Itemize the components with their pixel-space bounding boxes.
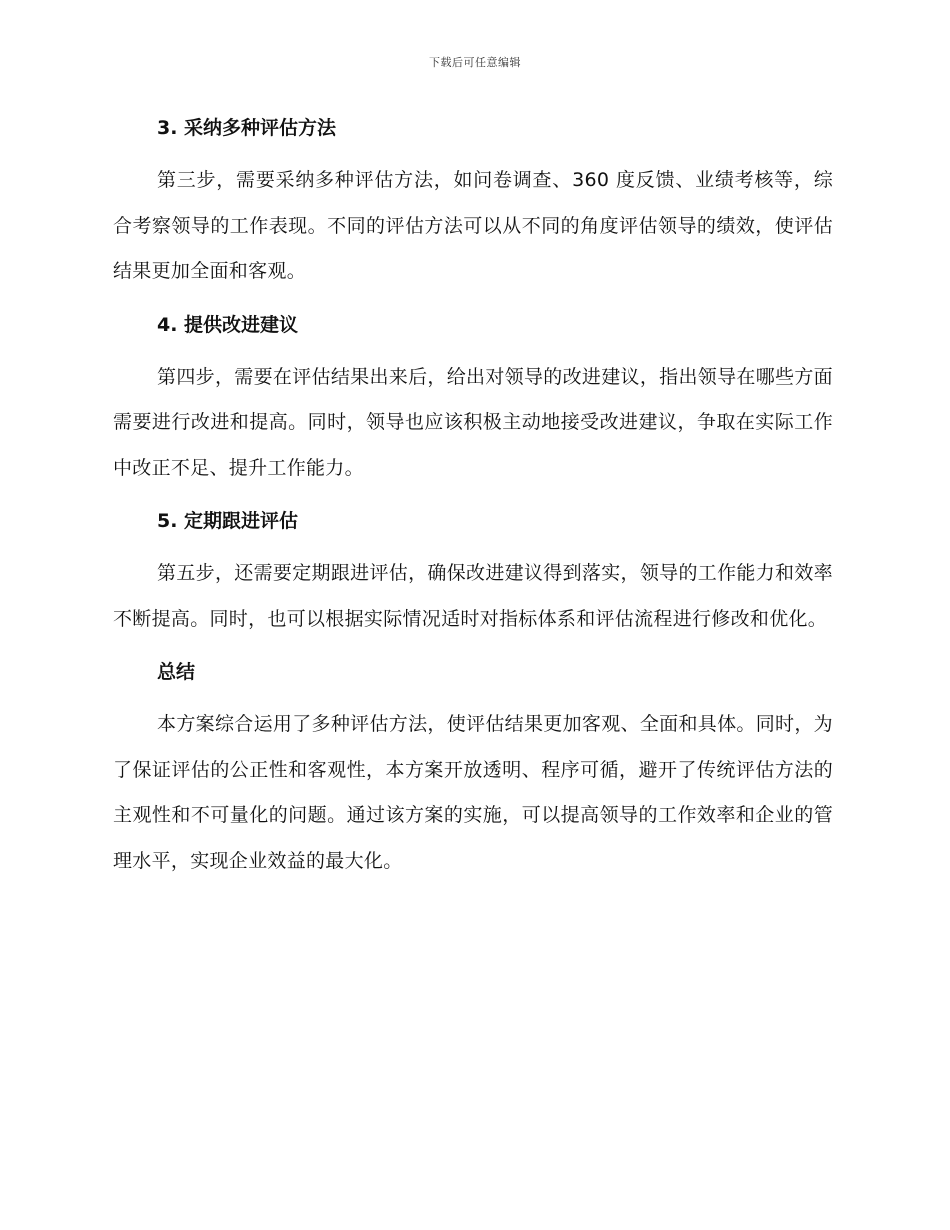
- section-heading: 3. 采纳多种评估方法: [157, 117, 337, 139]
- section-5: [113, 503, 833, 642]
- page-header: 下载后可任意编辑: [429, 56, 521, 69]
- section-heading: 4. 提供改进建议: [157, 313, 299, 336]
- section-paragraph: 第五步，还需要定期跟进评估，确保改进建议得到落实，领导的工作能力和效率不断提高。同时，也可以根据实际情况适时对指标体系和评估流程进行修改和优化。: [113, 562, 833, 630]
- section-heading: 总结: [157, 661, 196, 683]
- section-paragraph: 本方案综合运用了多种评估方法，使评估结果更加客观、全面和具体。同时，为了保证评估的公正性和客观性，本方案开放透明、程序可循，避开了传统评估方法的主观性和不可量化的问题。通过该方案的实施，可以提高领导的工作效率和企业的管理水平，实现企业效益的最大化。: [113, 713, 833, 872]
- section-3: [113, 110, 833, 295]
- section-heading: 5. 定期跟进评估: [157, 510, 299, 532]
- section-paragraph: 第三步，需要采纳多种评估方法，如问卷调查、360 度反馈、业绩考核等，综合考察领导的工作表现。不同的评估方法可以从不同的角度评估领导的绩效，使评估结果更加全面和客观。: [113, 169, 833, 282]
- section-summary: [113, 654, 833, 884]
- section-paragraph: 第四步，需要在评估结果出来后，给出对领导的改进建议，指出领导在哪些方面需要进行改进和提高。同时，领导也应该积极主动地接受改进建议，争取在实际工作中改正不足、提升工作能力。: [113, 365, 833, 479]
- section-4: [113, 307, 833, 492]
- document-body: [113, 110, 833, 896]
